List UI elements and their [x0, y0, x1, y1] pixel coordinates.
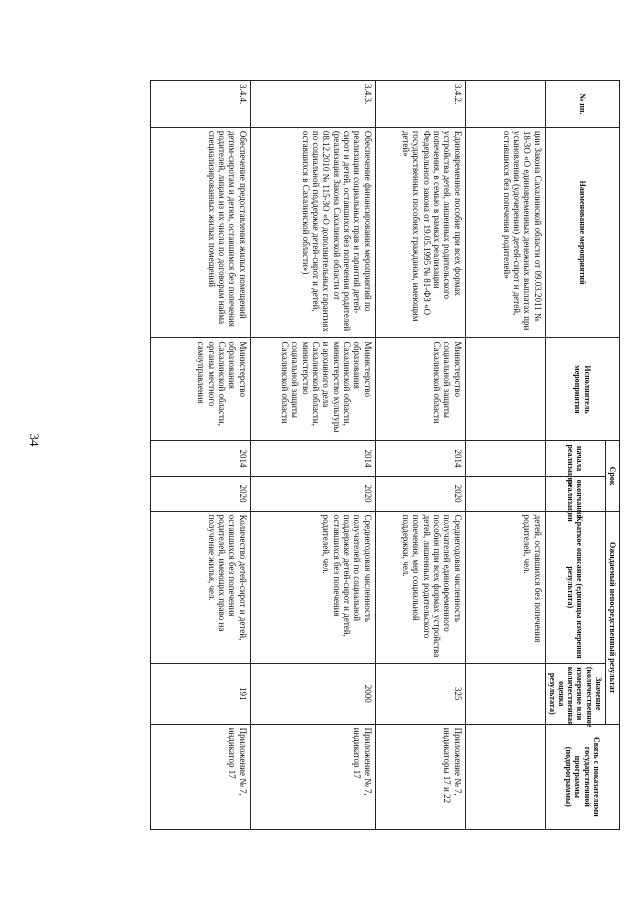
rotated-page-content — [80, 80, 620, 830]
header-link: Связь с показателями государственной программы (подпрограммы) — [545, 724, 619, 829]
cell-value: 2000 — [250, 663, 375, 724]
cell-end — [465, 476, 545, 511]
table-row — [150, 81, 250, 830]
cell-value: 191 — [150, 663, 250, 724]
header-executor: Исполнитель мероприятия — [545, 338, 619, 441]
header-end: окончания реализации — [545, 476, 605, 511]
cell-value: 325 — [375, 663, 465, 724]
table-row — [375, 81, 465, 830]
cell-link: Приложение № 7, индикатор 17 — [150, 724, 250, 829]
header-start: начала реализации — [545, 441, 605, 476]
page-number: 34 — [27, 433, 42, 447]
cell-link: Приложение № 7, индикатор 17 — [250, 724, 375, 829]
cell-value — [465, 663, 545, 724]
header-row-1 — [605, 81, 619, 830]
cell-num — [465, 81, 545, 128]
cell-start: 2014 — [250, 441, 375, 476]
cell-name: Единовременное пособие при всех формах устройства детей, лишенных родительского попечения, в семью в рамках реализации Федерального закона от 19.05.1995 № 81-ФЗ «О государственных пособиях гражданам, имеющим детей» — [375, 127, 465, 338]
table-row — [465, 81, 545, 830]
cell-executor — [465, 338, 545, 441]
cell-link: Приложение № 7, индикаторы 17 и 22 — [375, 724, 465, 829]
cell-description: Среднегодовая численность получателей по социальной поддержке детей-сирот и детей, оставшихся без попечения родителей, чел. — [250, 511, 375, 663]
cell-end: 2020 — [150, 476, 250, 511]
cell-end: 2020 — [250, 476, 375, 511]
cell-executor: Министерство социальной защиты Сахалинской области — [375, 338, 465, 441]
header-result: Ожидаемый непосредственный результат — [605, 511, 619, 724]
cell-executor: Министерство образования Сахалинской области, министерство культуры и архивного дела Сахалинской области, министерство социальной защиты Сахалинской области — [250, 338, 375, 441]
table-row — [250, 81, 375, 830]
cell-description: Количество детей-сирот и детей, оставшихся без попечения родителей, имеющих право на получение жилья, чел. — [150, 511, 250, 663]
cell-start: 2014 — [375, 441, 465, 476]
cell-num: 3.4.4. — [150, 81, 250, 128]
header-value: Значение (количественное измерение или количественная оценка результата) — [545, 663, 605, 724]
header-term: Срок — [605, 441, 619, 511]
cell-end: 2020 — [375, 476, 465, 511]
cell-description: детей, оставшихся без попечения родителей, чел. — [465, 511, 545, 663]
cell-start — [465, 441, 545, 476]
cell-start: 2014 — [150, 441, 250, 476]
header-description: Краткое описание (единицы измерения результата) — [545, 511, 605, 663]
cell-name: Обеспечение предоставления жилых помещений детям-сиротам и детям, оставшимся без попечения родителей, лицам из их числа по договорам найма специализированных жилых помещений — [150, 127, 250, 338]
cell-num: 3.4.3. — [250, 81, 375, 128]
cell-num: 3.4.2. — [375, 81, 465, 128]
program-measures-table — [150, 80, 620, 830]
cell-name: Обеспечение финансирования мероприятий по реализации социальных прав и гарантий детей-сирот и детей, оставшихся без попечения родителей (реализация Закона Сахалинской области от 08.12.2010 № 115-ЗО «О дополнительных гарантиях по социальной поддержке детей-сирот и детей, оставшихся в Сахалинской области») — [250, 127, 375, 338]
header-num: № пп. — [545, 81, 619, 128]
cell-description: Среднегодовая численность получателей единовременного пособия при всех формах устройства детей, лишенных родительского попечения, мер социальной поддержки, чел. — [375, 511, 465, 663]
cell-name: ции Закона Сахалинской области от 09.03.2011 № 18-ЗО «О единовременных денежных выплатах при усыновлении (удочерении) детей-сирот и детей, оставшихся без попечения родителей» — [465, 127, 545, 338]
header-name: Наименование мероприятий — [545, 127, 619, 338]
cell-executor: Министерство образования Сахалинской области, органы местного самоуправления — [150, 338, 250, 441]
cell-link — [465, 724, 545, 829]
